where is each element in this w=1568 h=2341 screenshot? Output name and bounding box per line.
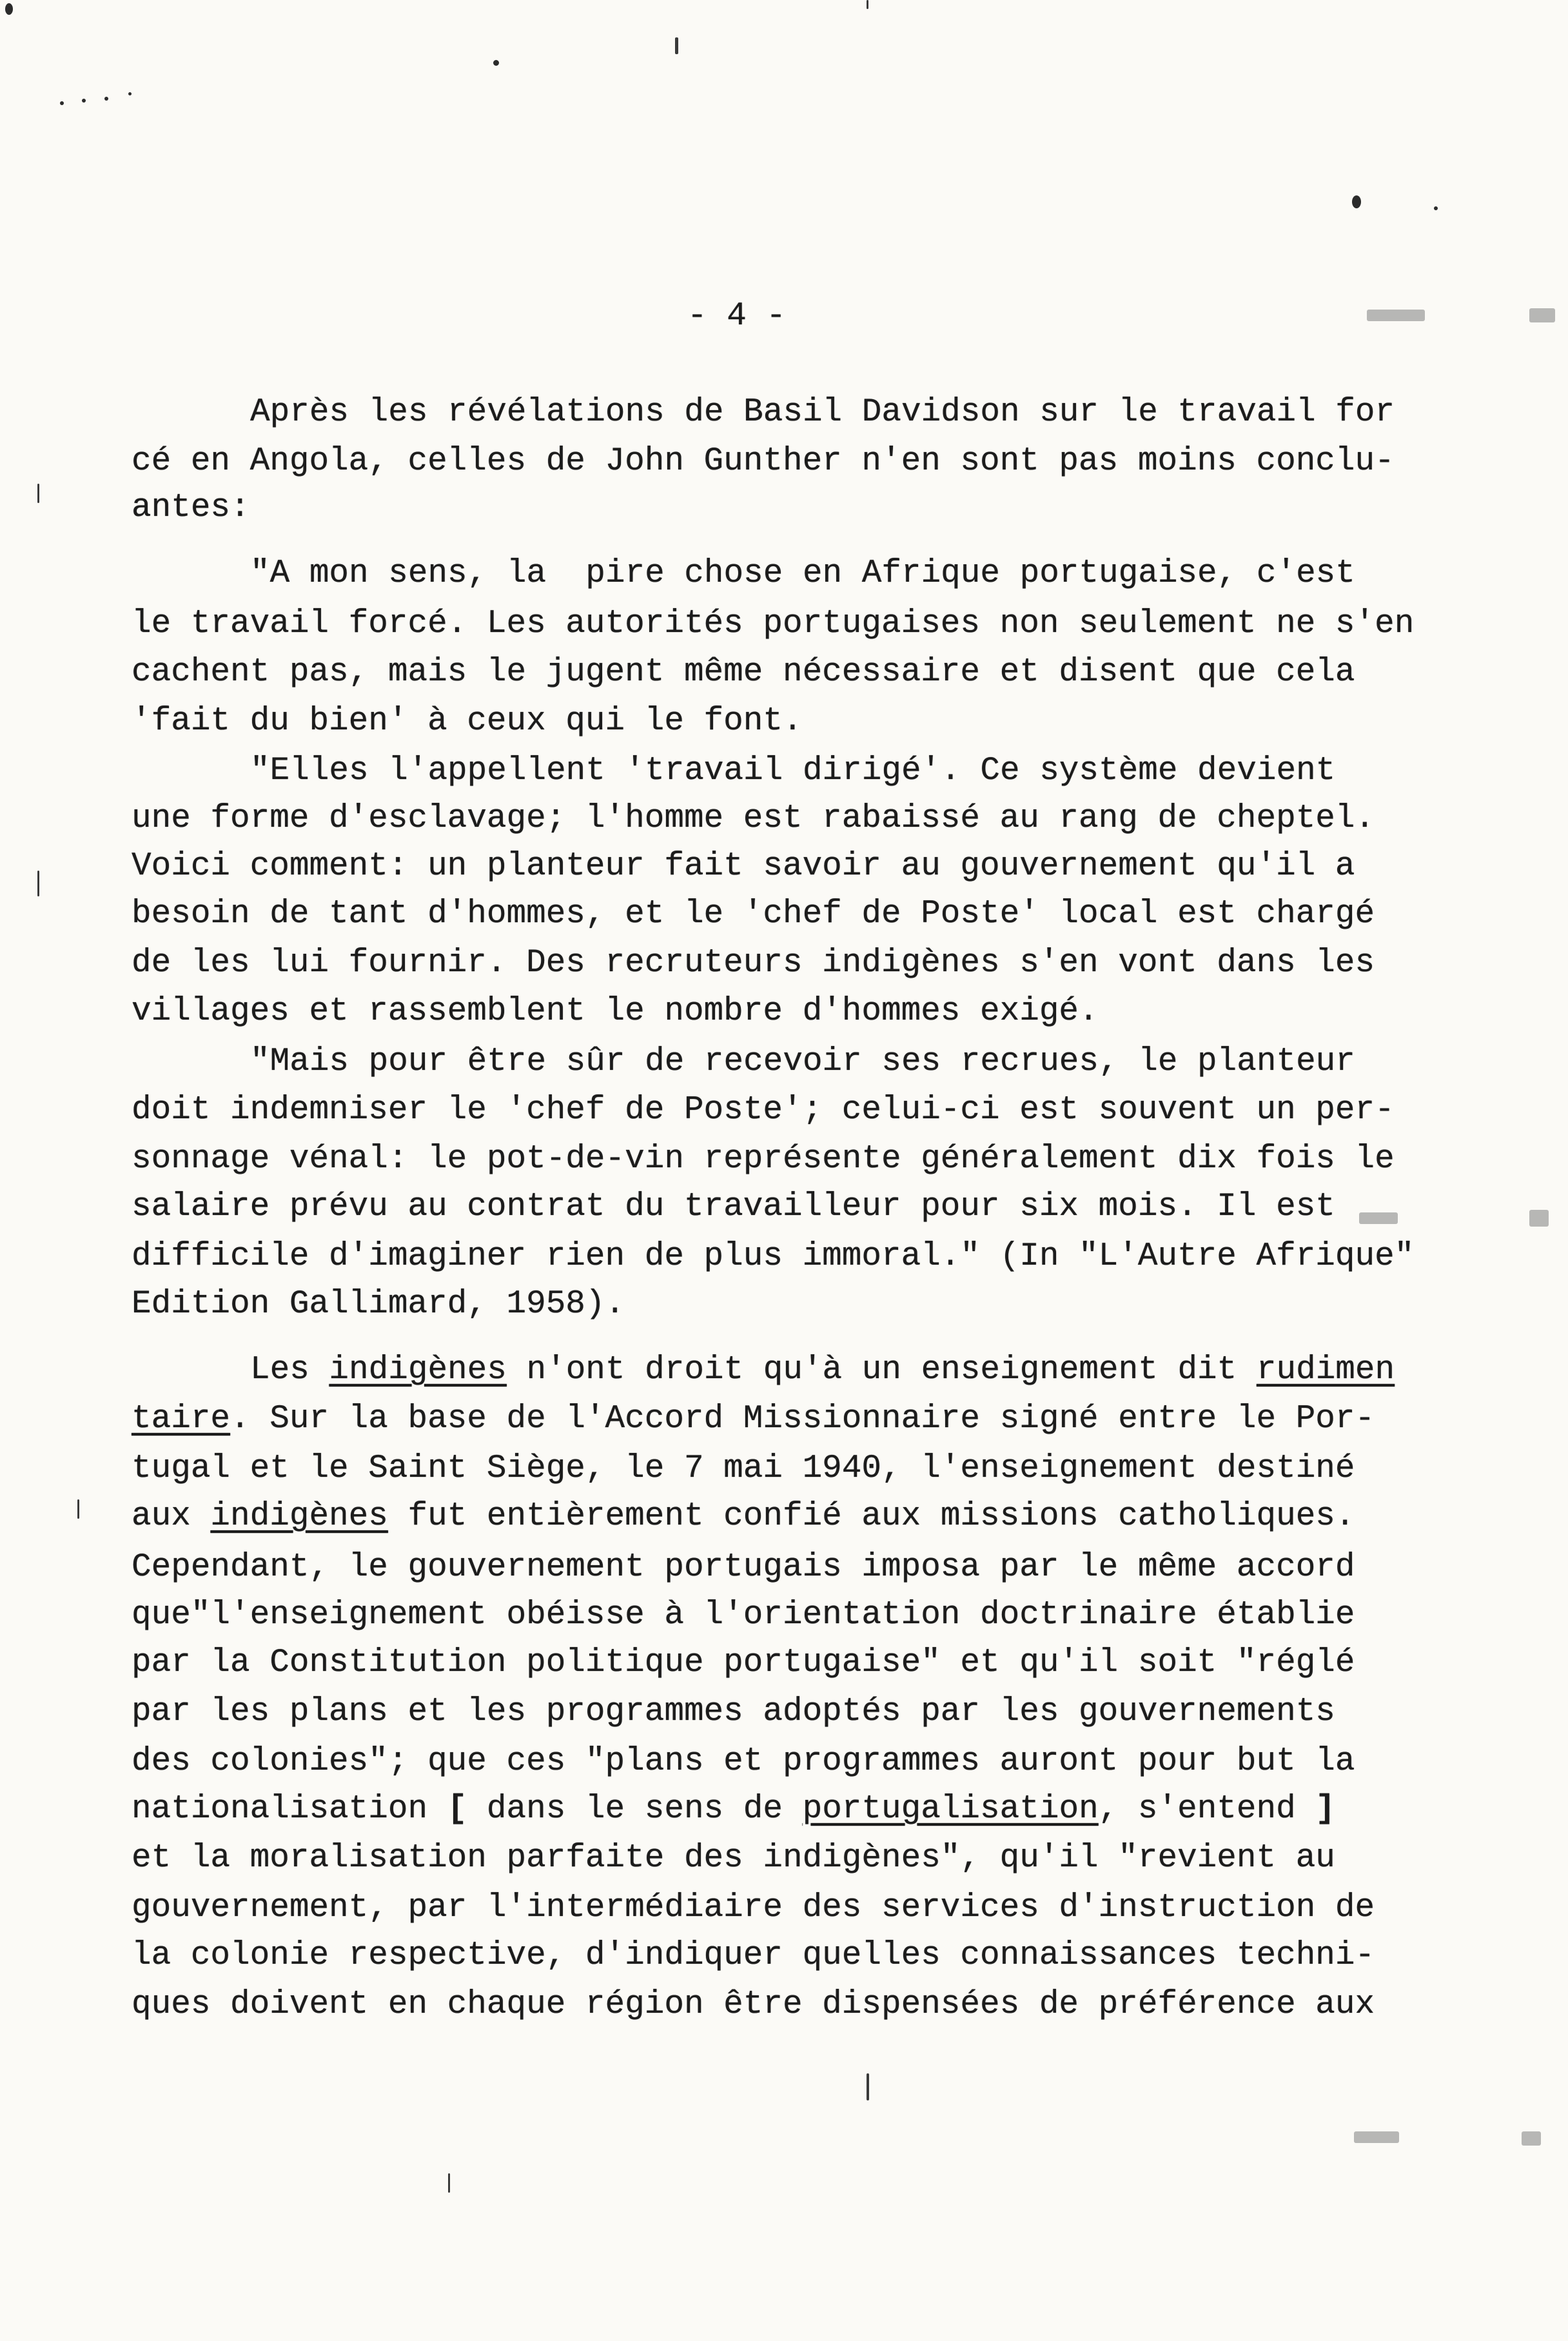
underlined-term: indigènes: [329, 1352, 507, 1388]
scan-speck: [37, 871, 39, 896]
scan-speck: [675, 37, 678, 54]
close-bracket: ]: [1315, 1791, 1335, 1828]
scan-speck: [867, 0, 868, 9]
text-line: cé en Angola, celles de John Gunther n'en sont pas moins conclu-: [132, 443, 1395, 480]
text-line: doit indemniser le 'chef de Poste'; celui-ci est souvent un per-: [132, 1092, 1395, 1129]
text-line: par les plans et les programmes adoptés par les gouvernements: [132, 1694, 1335, 1730]
text-segment: Les: [250, 1352, 329, 1388]
text-line: Voici comment: un planteur fait savoir au gouvernement qu'il a: [132, 848, 1355, 885]
scan-speck: [1359, 1212, 1398, 1224]
text-line: des colonies"; que ces "plans et programmes auront pour but la: [132, 1743, 1355, 1780]
scan-speck: [5, 3, 13, 15]
text-line: Cependant, le gouvernement portugais imposa par le même accord: [132, 1549, 1355, 1586]
text-line: 'fait du bien' à ceux qui le font.: [132, 703, 803, 740]
scan-speck: [1522, 2131, 1541, 2146]
text-line: [132, 1493, 1355, 1541]
page-number: - 4 -: [687, 298, 787, 335]
text-segment: . Sur la base de l'Accord Missionnaire signé entre le Por-: [230, 1401, 1375, 1437]
open-bracket: [: [447, 1791, 467, 1828]
text-line: la colonie respective, d'indiquer quelles connaissances techni-: [132, 1937, 1375, 1974]
text-line: "Elles l'appellent 'travail dirigé'. Ce système devient: [250, 753, 1336, 789]
text-line: [132, 1786, 1335, 1833]
scan-speck: [1529, 1210, 1549, 1227]
text-line: [132, 1396, 1375, 1443]
scan-speck: [1352, 195, 1361, 208]
text-line: Edition Gallimard, 1958).: [132, 1286, 625, 1323]
text-line: Après les révélations de Basil Davidson sur le travail for: [250, 394, 1395, 431]
text-line: difficile d'imaginer rien de plus immoral." (In "L'Autre Afrique": [132, 1238, 1415, 1275]
scan-speck: [77, 1499, 79, 1519]
text-segment: n'ont droit qu'à un enseignement dit: [506, 1352, 1257, 1388]
text-line: gouvernement, par l'intermédiaire des services d'instruction de: [132, 1890, 1375, 1926]
scan-speck: [82, 99, 86, 103]
scan-speck: [37, 484, 39, 503]
text-line: de les lui fournir. Des recruteurs indigènes s'en vont dans les: [132, 945, 1375, 982]
text-segment: , s'entend: [1098, 1791, 1316, 1828]
scan-speck: [867, 2073, 869, 2100]
scan-speck: [1367, 310, 1425, 321]
text-line: sonnage vénal: le pot-de-vin représente généralement dix fois le: [132, 1141, 1395, 1178]
underlined-term: portugalisation: [802, 1791, 1099, 1828]
text-line: "Mais pour être sûr de recevoir ses recrues, le planteur: [250, 1043, 1355, 1080]
scan-speck: [60, 101, 64, 105]
scan-speck: [448, 2173, 450, 2193]
text-line: tugal et le Saint Siège, le 7 mai 1940, l'enseignement destiné: [132, 1450, 1355, 1487]
text-line: une forme d'esclavage; l'homme est rabaissé au rang de cheptel.: [132, 800, 1375, 837]
text-line: salaire prévu au contrat du travailleur pour six mois. Il est: [132, 1189, 1335, 1225]
text-line: villages et rassemblent le nombre d'hommes exigé.: [132, 993, 1099, 1030]
text-line: et la moralisation parfaite des indigènes", qu'il "revient au: [132, 1840, 1335, 1877]
text-line: que"l'enseignement obéisse à l'orientation doctrinaire établie: [132, 1597, 1355, 1634]
underlined-term: indigènes: [210, 1498, 388, 1535]
text-segment: aux: [132, 1498, 211, 1535]
underlined-term: taire: [132, 1401, 231, 1437]
text-line: par la Constitution politique portugaise" et qu'il soit "réglé: [132, 1645, 1355, 1681]
text-line: cachent pas, mais le jugent même nécessaire et disent que cela: [132, 654, 1355, 691]
text-line: besoin de tant d'hommes, et le 'chef de Poste' local est chargé: [132, 896, 1375, 933]
underlined-term: rudimen: [1256, 1352, 1395, 1388]
text-line: antes:: [132, 489, 250, 526]
text-segment: dans le sens de: [467, 1791, 803, 1828]
text-segment: fut entièrement confié aux missions catholiques.: [387, 1498, 1355, 1535]
scan-speck: [104, 97, 108, 101]
text-line: ques doivent en chaque région être dispensées de préférence aux: [132, 1986, 1375, 2023]
text-segment: nationalisation: [132, 1791, 447, 1828]
scan-speck: [493, 60, 499, 66]
scan-speck: [1434, 206, 1438, 210]
text-line: "A mon sens, la pire chose en Afrique portugaise, c'est: [250, 555, 1355, 592]
scan-speck: [128, 92, 132, 95]
text-line: le travail forcé. Les autorités portugaises non seulement ne s'en: [132, 606, 1415, 642]
scan-speck: [1354, 2131, 1399, 2143]
scan-speck: [1529, 308, 1555, 322]
text-line: [250, 1347, 1395, 1394]
